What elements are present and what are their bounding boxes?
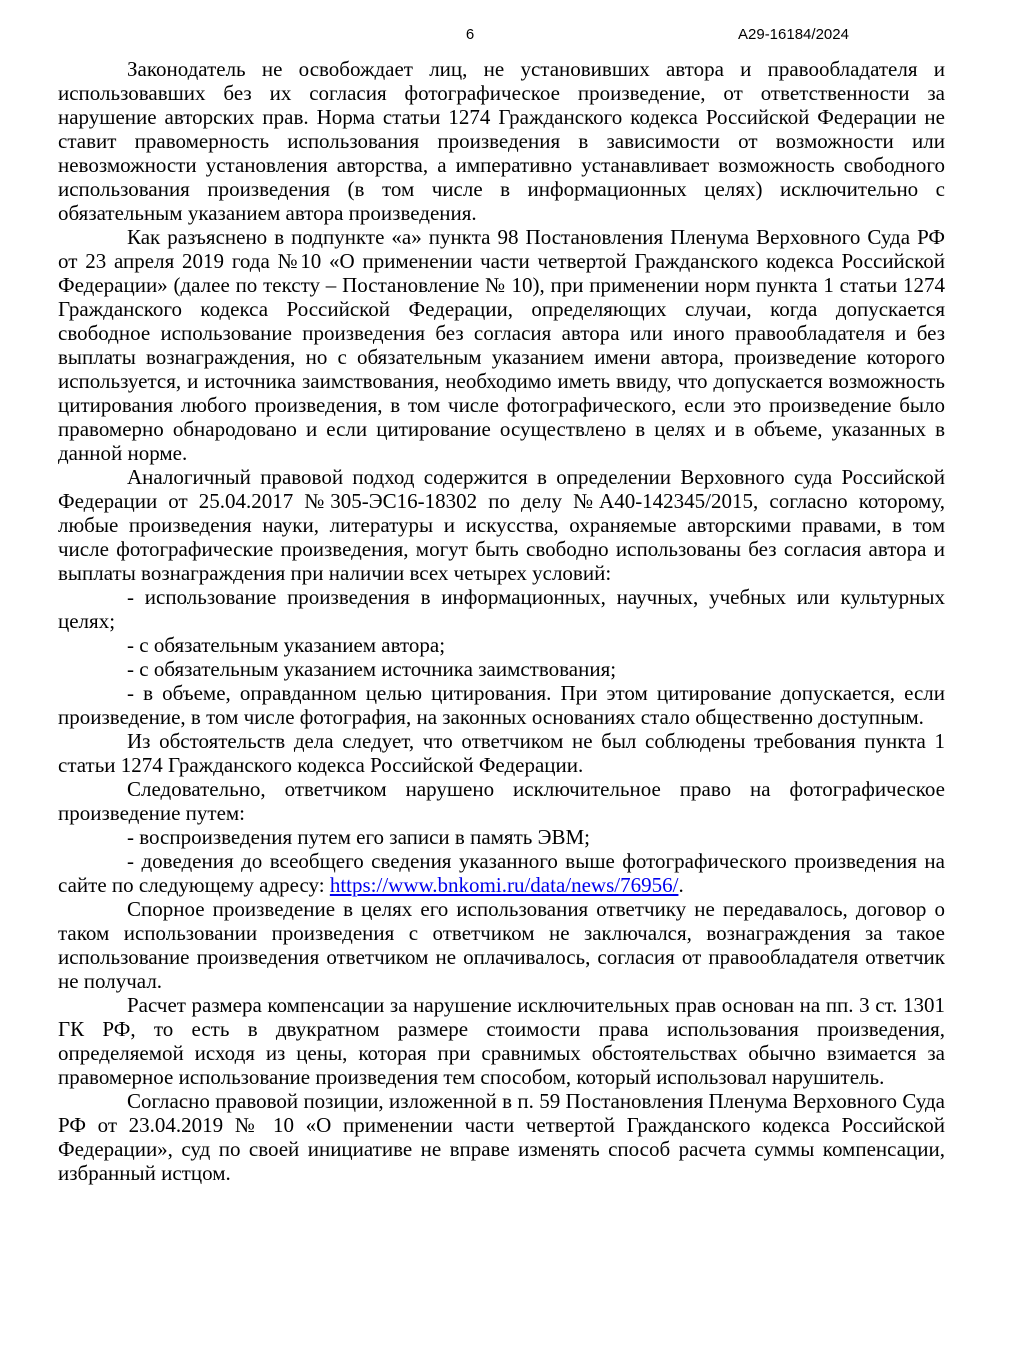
list-item: - с обязательным указанием источника заимствования; (127, 657, 617, 681)
paragraph: Спорное произведение в целях его использования ответчику не передавалось, договор о таком использовании произведения с ответчиком не заключался, вознаграждения за такое использование произведения ответчиком не оплачивалось, согласия от правообладателя ответчик не получал. (58, 897, 945, 993)
page-header (0, 26, 1015, 46)
list-item (58, 849, 945, 897)
paragraph: Как разъяснено в подпункте «а» пункта 98 Постановления Пленума Верховного Суда РФ от 23 апреля 2019 года №10 «О применении части четвертой Гражданского кодекса Российской Федерации» (далее по тексту – Постановление № 10), при применении норм пункта 1 статьи 1274 Гражданского кодекса Российской Федерации, определяющих случаи, когда допускается свободное использование произведения без согласия автора или иного правообладателя и без выплаты вознаграждения, но с обязательным указанием имени автора, произведение которого используется, и источника заимствования, необходимо иметь ввиду, что допускается возможность цитирования любого произведения, в том числе фотографического, если это произведение было правомерно обнародовано и если цитирование осуществлено в целях и в объеме, указанных в данной норме. (58, 225, 945, 465)
paragraph: Аналогичный правовой подход содержится в определении Верховного суда Российской Федерации от 25.04.2017 №305-ЭС16-18302 по делу №А40-142345/2015, согласно которому, любые произведения науки, литературы и искусства, охраняемые авторскими правами, в том числе фотографические произведения, могут быть свободно использованы без согласия автора и выплаты вознаграждения при наличии всех четырех условий: (58, 465, 945, 585)
case-number: А29-16184/2024 (738, 26, 849, 43)
bnkomi-url-link[interactable]: https://www.bnkomi.ru/data/news/76956/ (329, 873, 679, 897)
paragraph: Согласно правовой позиции, изложенной в п. 59 Постановления Пленума Верховного Суда РФ от 23.04.2019 № 10 «О применении части четвертой Гражданского кодекса Российской Федерации», суд по своей инициативе не вправе изменять способ расчета суммы компенсации, избранный истцом. (58, 1089, 945, 1185)
paragraph: Следовательно, ответчиком нарушено исключительное право на фотографическое произведение путем: (58, 777, 945, 825)
document-body (58, 57, 945, 1185)
list-item: - использование произведения в информационных, научных, учебных или культурных целях; (58, 585, 945, 633)
list-item: - с обязательным указанием автора; (127, 633, 446, 657)
paragraph: Расчет размера компенсации за нарушение исключительных прав основан на пп. 3 ст. 1301 ГК РФ, то есть в двукратном размере стоимости права использования произведения, определяемой исходя из цены, которая при сравнимых обстоятельствах обычно взимается за правомерное использование произведения тем способом, который использовал нарушитель. (58, 993, 945, 1089)
list-item: - в объеме, оправданном целью цитирования. При этом цитирование допускается, если произведение, в том числе фотография, на законных основаниях стало общественно доступным. (58, 681, 945, 729)
list-item: - воспроизведения путем его записи в память ЭВМ; (127, 825, 590, 849)
list-item-text: . (678, 873, 684, 897)
list-item-text: - доведения до всеобщего сведения указанного выше фотографического произведения на сайте по следующему адресу: (58, 849, 945, 897)
paragraph: Из обстоятельств дела следует, что ответчиком не был соблюдены требования пункта 1 статьи 1274 Гражданского кодекса Российской Федерации. (58, 729, 945, 777)
paragraph: Законодатель не освобождает лиц, не установивших автора и правообладателя и использовавших без их согласия фотографическое произведение, от ответственности за нарушение авторских прав. Норма статьи 1274 Гражданского кодекса Российской Федерации не ставит правомерность использования произведения в зависимости от возможности или невозможности установления авторства, а императивно устанавливает возможность свободного использования произведения (в том числе в информационных целях) исключительно с обязательным указанием автора произведения. (58, 57, 945, 225)
page-number: 6 (465, 26, 475, 43)
